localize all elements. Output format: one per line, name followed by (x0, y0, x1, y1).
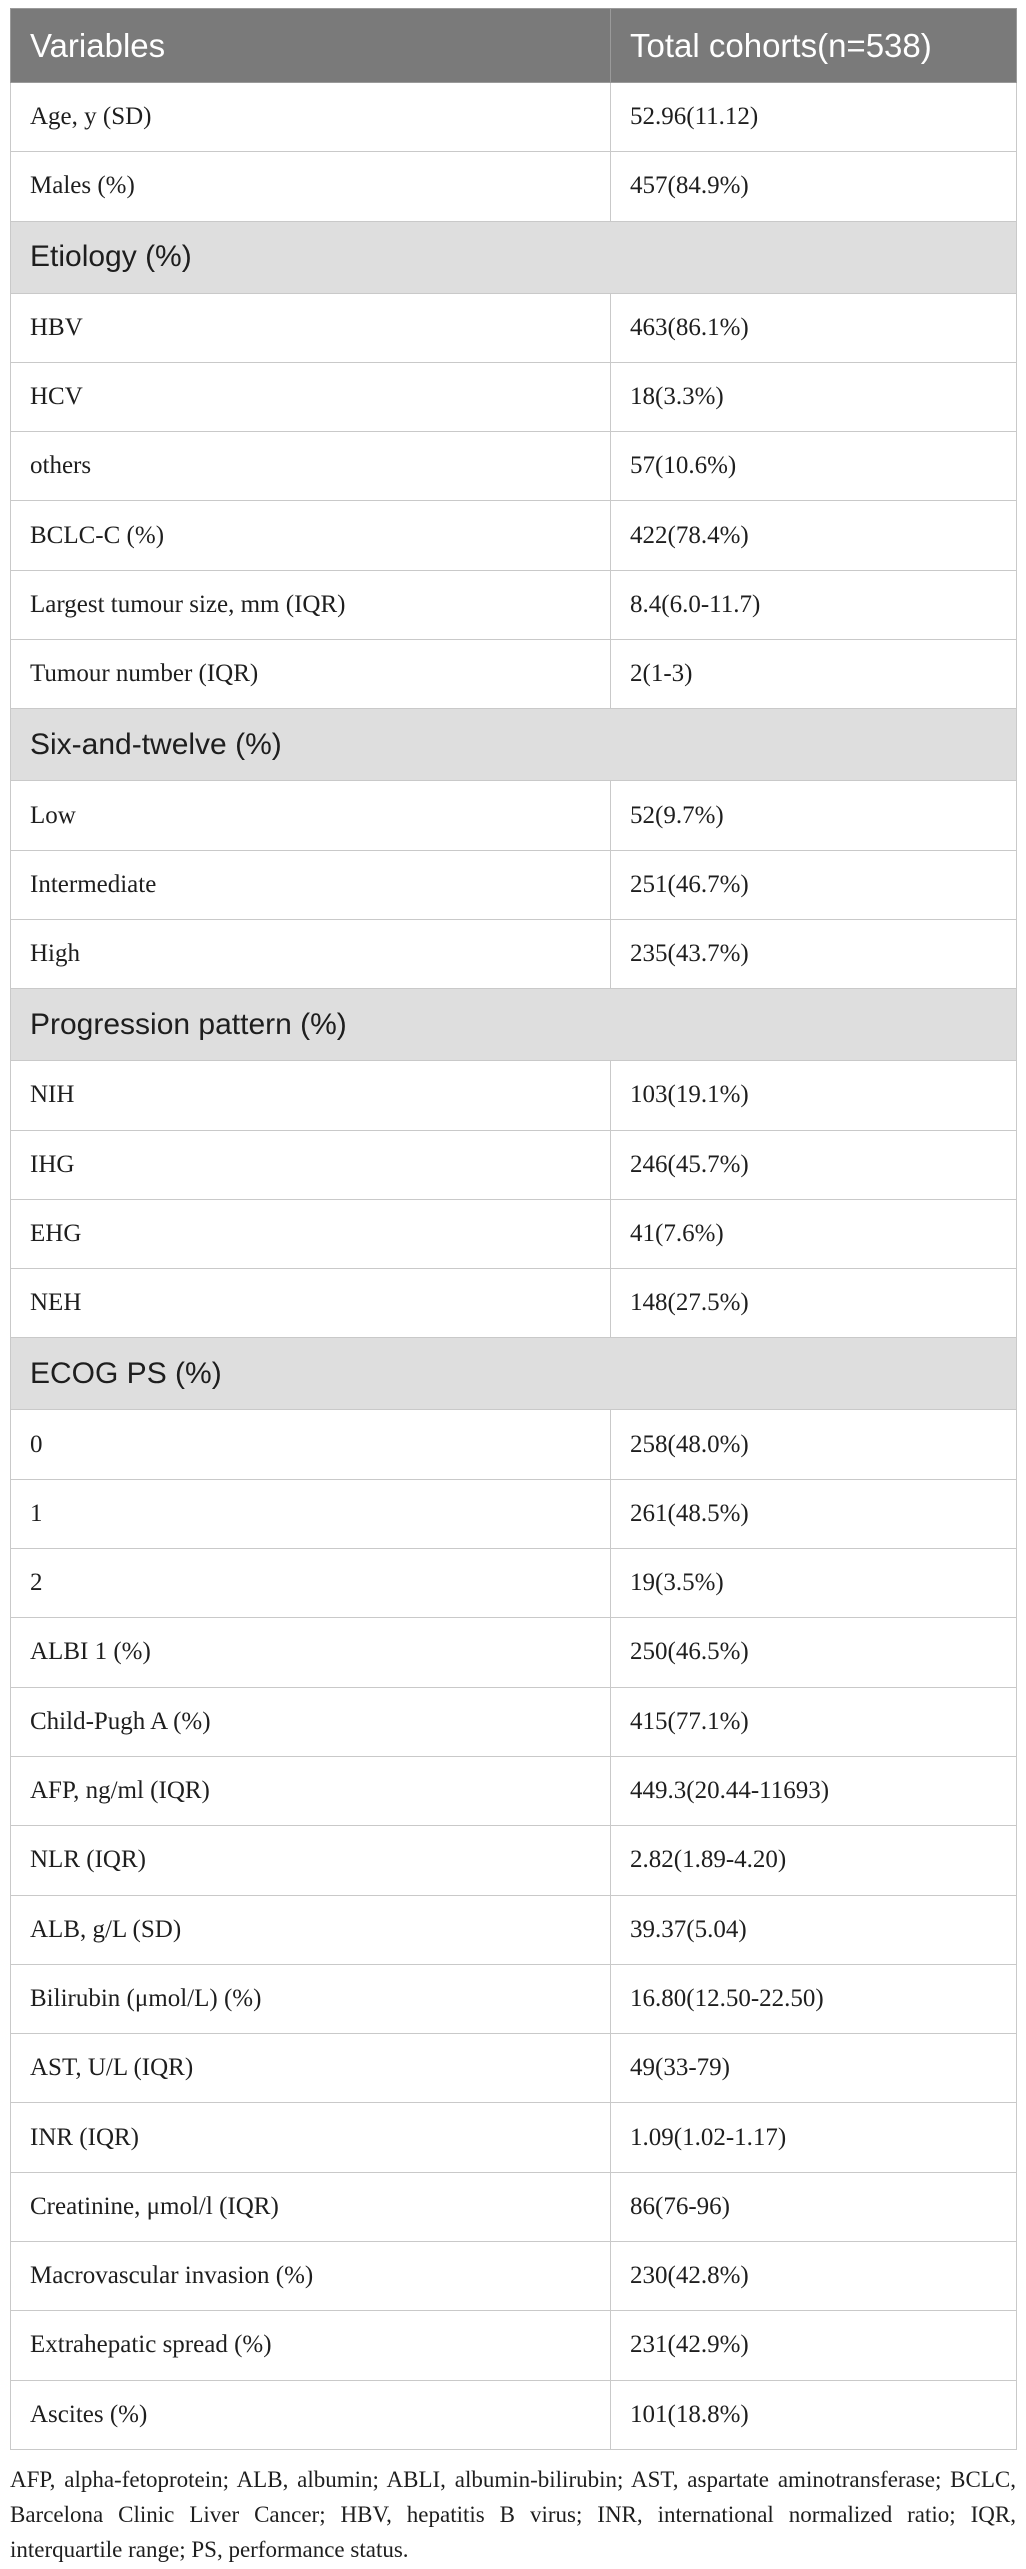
value-cell: 250(46.5%) (611, 1618, 1017, 1687)
section-header-row (11, 709, 1017, 781)
value-cell: 1.09(1.02-1.17) (611, 2103, 1017, 2172)
table-row (11, 1964, 1017, 2033)
table-row (11, 1269, 1017, 1338)
section-header-row (11, 221, 1017, 293)
value-cell: 16.80(12.50-22.50) (611, 1964, 1017, 2033)
value-cell: 57(10.6%) (611, 432, 1017, 501)
table-row (11, 850, 1017, 919)
table-row (11, 1130, 1017, 1199)
variable-cell: AFP, ng/ml (IQR) (11, 1756, 611, 1825)
table-row (11, 432, 1017, 501)
variable-cell: EHG (11, 1199, 611, 1268)
variable-cell: NEH (11, 1269, 611, 1338)
value-cell: 449.3(20.44-11693) (611, 1756, 1017, 1825)
table-row (11, 2380, 1017, 2449)
table-row (11, 2172, 1017, 2241)
table-row (11, 1618, 1017, 1687)
variable-cell: 1 (11, 1479, 611, 1548)
data-table (10, 8, 1017, 2450)
variable-cell: ALB, g/L (SD) (11, 1895, 611, 1964)
section-label: Etiology (%) (11, 221, 1017, 293)
value-cell: 103(19.1%) (611, 1061, 1017, 1130)
variable-cell: Macrovascular invasion (%) (11, 2242, 611, 2311)
value-cell: 258(48.0%) (611, 1410, 1017, 1479)
variable-cell: Bilirubin (μmol/L) (%) (11, 1964, 611, 2033)
table-row (11, 1826, 1017, 1895)
table-row (11, 781, 1017, 850)
header-total-cohorts: Total cohorts(n=538) (611, 9, 1017, 83)
table-row (11, 640, 1017, 709)
table-row (11, 293, 1017, 362)
section-label: Six-and-twelve (%) (11, 709, 1017, 781)
value-cell: 19(3.5%) (611, 1549, 1017, 1618)
value-cell: 463(86.1%) (611, 293, 1017, 362)
variable-cell: 0 (11, 1410, 611, 1479)
value-cell: 39.37(5.04) (611, 1895, 1017, 1964)
table-row (11, 83, 1017, 152)
table-footnote: AFP, alpha-fetoprotein; ALB, albumin; ABLI, albumin-bilirubin; AST, aspartate aminotransferase; BCLC, Barcelona Clinic Liver Cancer; HBV, hepatitis B virus; INR, international normalized ratio; IQR, interquartile range; PS, performance status. (10, 2467, 1016, 2562)
variable-cell: HCV (11, 362, 611, 431)
table-row (11, 1756, 1017, 1825)
table-row (11, 570, 1017, 639)
variable-cell: Child-Pugh A (%) (11, 1687, 611, 1756)
table-row (11, 2242, 1017, 2311)
variable-cell: Low (11, 781, 611, 850)
variable-cell: Males (%) (11, 152, 611, 221)
variable-cell: Largest tumour size, mm (IQR) (11, 570, 611, 639)
section-label: Progression pattern (%) (11, 989, 1017, 1061)
value-cell: 148(27.5%) (611, 1269, 1017, 1338)
cohort-characteristics-table (10, 8, 1016, 2450)
value-cell: 49(33-79) (611, 2034, 1017, 2103)
variable-cell: HBV (11, 293, 611, 362)
value-cell: 86(76-96) (611, 2172, 1017, 2241)
variable-cell: NIH (11, 1061, 611, 1130)
value-cell: 261(48.5%) (611, 1479, 1017, 1548)
variable-cell: Age, y (SD) (11, 83, 611, 152)
variable-cell: Intermediate (11, 850, 611, 919)
table-row (11, 501, 1017, 570)
table-row (11, 2103, 1017, 2172)
value-cell: 235(43.7%) (611, 919, 1017, 988)
value-cell: 246(45.7%) (611, 1130, 1017, 1199)
header-variables: Variables (11, 9, 611, 83)
section-label: ECOG PS (%) (11, 1338, 1017, 1410)
value-cell: 52(9.7%) (611, 781, 1017, 850)
variable-cell: 2 (11, 1549, 611, 1618)
table-row (11, 1687, 1017, 1756)
table-body (11, 83, 1017, 2450)
variable-cell: BCLC-C (%) (11, 501, 611, 570)
table-header-row (11, 9, 1017, 83)
value-cell: 41(7.6%) (611, 1199, 1017, 1268)
value-cell: 2(1-3) (611, 640, 1017, 709)
variable-cell: Creatinine, μmol/l (IQR) (11, 2172, 611, 2241)
table-row (11, 1410, 1017, 1479)
value-cell: 101(18.8%) (611, 2380, 1017, 2449)
value-cell: 18(3.3%) (611, 362, 1017, 431)
value-cell: 251(46.7%) (611, 850, 1017, 919)
value-cell: 2.82(1.89-4.20) (611, 1826, 1017, 1895)
table-row (11, 2034, 1017, 2103)
variable-cell: Extrahepatic spread (%) (11, 2311, 611, 2380)
variable-cell: Tumour number (IQR) (11, 640, 611, 709)
variable-cell: Ascites (%) (11, 2380, 611, 2449)
variable-cell: others (11, 432, 611, 501)
table-row (11, 2311, 1017, 2380)
value-cell: 422(78.4%) (611, 501, 1017, 570)
value-cell: 457(84.9%) (611, 152, 1017, 221)
table-row (11, 152, 1017, 221)
variable-cell: IHG (11, 1130, 611, 1199)
table-row (11, 1549, 1017, 1618)
section-header-row (11, 1338, 1017, 1410)
table-row (11, 362, 1017, 431)
value-cell: 52.96(11.12) (611, 83, 1017, 152)
variable-cell: NLR (IQR) (11, 1826, 611, 1895)
table-row (11, 1061, 1017, 1130)
value-cell: 415(77.1%) (611, 1687, 1017, 1756)
value-cell: 8.4(6.0-11.7) (611, 570, 1017, 639)
value-cell: 231(42.9%) (611, 2311, 1017, 2380)
variable-cell: High (11, 919, 611, 988)
table-row (11, 1479, 1017, 1548)
table-row (11, 1895, 1017, 1964)
value-cell: 230(42.8%) (611, 2242, 1017, 2311)
variable-cell: INR (IQR) (11, 2103, 611, 2172)
table-row (11, 1199, 1017, 1268)
section-header-row (11, 989, 1017, 1061)
table-row (11, 919, 1017, 988)
variable-cell: AST, U/L (IQR) (11, 2034, 611, 2103)
variable-cell: ALBI 1 (%) (11, 1618, 611, 1687)
